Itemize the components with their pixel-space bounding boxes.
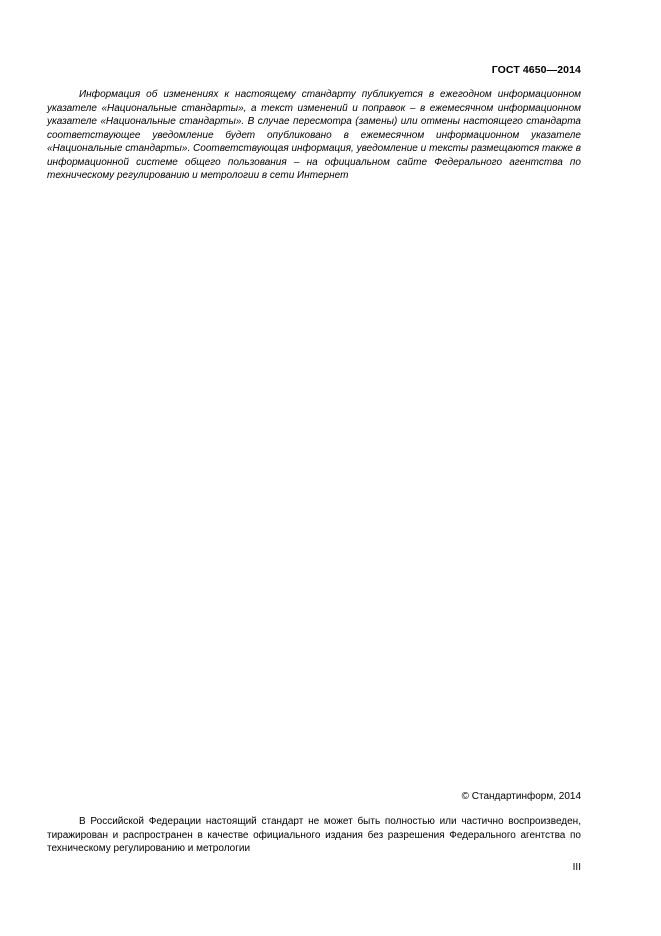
reproduction-notice: В Российской Федерации настоящий стандарт не может быть полностью или частично воспроизведен, тиражирован и распространен в качестве официального издания без разрешения Федерального агентства по техническому регулированию и метрологии bbox=[47, 816, 581, 854]
amendments-info-paragraph: Информация об изменениях к настоящему стандарту публикуется в ежегодном информационном указателе «Национальные стандарты», а текст изменений и поправок – в ежемесячном информационном указателе «Национальные стандарты». В случае пересмотра (замены) или отмены настоящего стандарта соответствующее уведомление будет опубликовано в ежемесячном информационном указателе «Национальные стандарты». Соответствующая информация, уведомление и тексты размещаются также в информационной системе общего пользования – на официальном сайте Федерального агентства по техническому регулированию и метрологии в сети Интернет bbox=[47, 89, 581, 181]
copyright-notice: © Стандартинформ, 2014 bbox=[461, 791, 581, 802]
document-id-header: ГОСТ 4650—2014 bbox=[491, 64, 581, 76]
page-number: III bbox=[572, 862, 581, 873]
